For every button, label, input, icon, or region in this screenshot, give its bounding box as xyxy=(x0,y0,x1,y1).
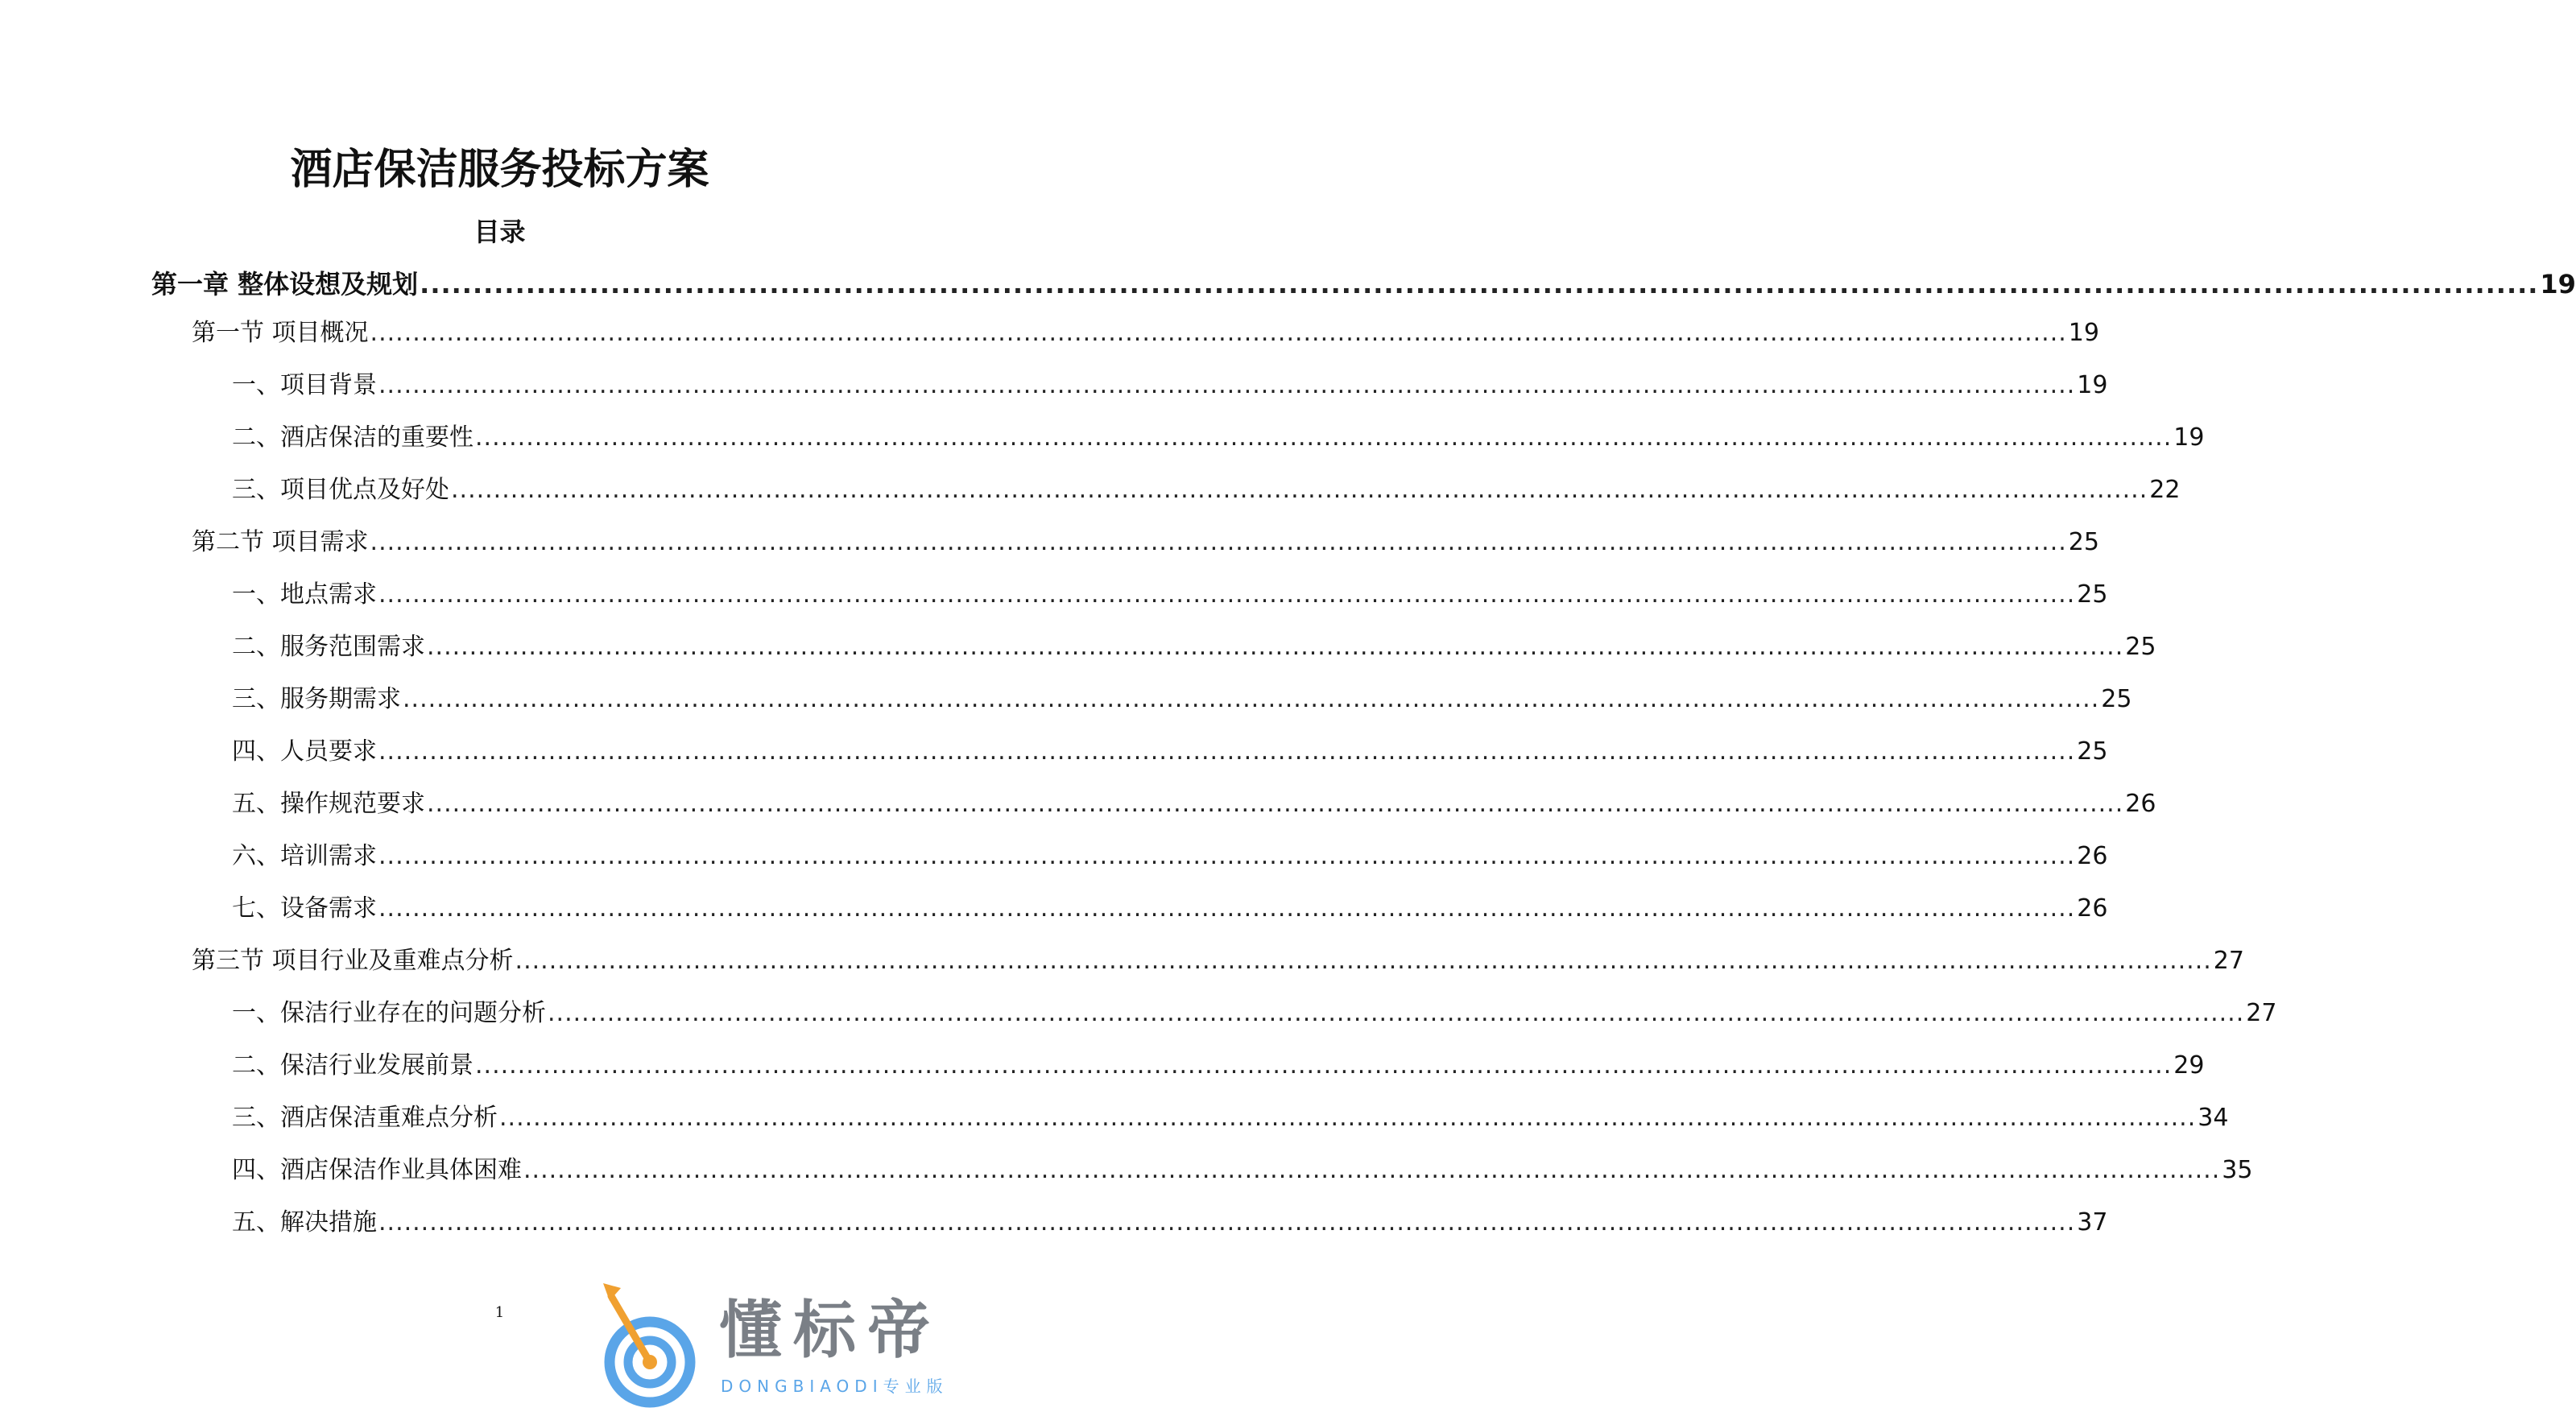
dot-leader: ........................................................................................................................................................................................................ xyxy=(523,1156,2221,1184)
toc-entry-page: 19 xyxy=(2068,319,2099,347)
toc-entry-page: 25 xyxy=(2101,685,2132,713)
toc-entry-label: 五、解决措施 xyxy=(232,1208,377,1237)
dot-leader: ........................................................................................................................................................................................................ xyxy=(403,685,2100,713)
watermark-subtitle: DONGBIAODI专业版 xyxy=(721,1377,949,1396)
toc-entry-label: 四、人员要求 xyxy=(232,737,377,766)
toc-entry-page: 26 xyxy=(2077,842,2108,870)
toc-entry-page: 26 xyxy=(2125,790,2156,818)
toc-entry-page: 34 xyxy=(2198,1104,2229,1132)
toc-heading: 目录 xyxy=(473,217,526,247)
target-logo-icon xyxy=(600,1272,705,1409)
toc-entry-section-3[interactable] xyxy=(192,941,2244,981)
toc-entry-label: 第一章 整体设想及规划 xyxy=(151,269,419,299)
dot-leader: ........................................................................................................................................................................................................ xyxy=(378,371,2076,399)
toc-entry-label: 六、培训需求 xyxy=(232,842,377,870)
dot-leader: ........................................................................................................................................................................................................ xyxy=(451,476,2148,504)
toc-entry-label: 一、地点需求 xyxy=(232,580,377,609)
toc-entry-label: 二、保洁行业发展前景 xyxy=(232,1051,473,1080)
toc-entry-page: 29 xyxy=(2173,1051,2205,1080)
dot-leader: ........................................................................................................................................................................................................ xyxy=(378,737,2076,766)
dot-leader: ........................................................................................................................................................................................................ xyxy=(378,580,2076,609)
toc-entry-item[interactable] xyxy=(232,889,2108,929)
toc-entry-page: 27 xyxy=(2246,999,2277,1027)
toc-entry-item[interactable] xyxy=(232,732,2108,772)
toc-entry-label: 第三节 项目行业及重难点分析 xyxy=(192,947,514,975)
toc-entry-page: 19 xyxy=(2077,371,2108,399)
toc-entry-label: 三、服务期需求 xyxy=(232,685,401,713)
toc-entry-item[interactable] xyxy=(232,365,2108,406)
dot-leader: ........................................................................................................................................................................................................ xyxy=(475,1051,2173,1080)
dot-leader: ........................................................................................................................................................................................................ xyxy=(370,528,2067,556)
toc-entry-page: 25 xyxy=(2077,580,2108,609)
toc-entry-item[interactable] xyxy=(232,575,2108,615)
dot-leader: ........................................................................................................................................................................................................ xyxy=(370,319,2067,347)
watermark xyxy=(600,1272,978,1412)
toc-entry-label: 五、操作规范要求 xyxy=(232,790,425,818)
toc-entry-label: 一、保洁行业存在的问题分析 xyxy=(232,999,546,1027)
page-number: 1 xyxy=(494,1304,505,1321)
toc-entry-item[interactable] xyxy=(232,836,2108,877)
toc-entry-item[interactable] xyxy=(232,627,2156,667)
toc-entry-item[interactable] xyxy=(232,784,2156,824)
toc-entry-chapter-1[interactable] xyxy=(151,264,2576,304)
dot-leader: ........................................................................................................................................................................................................ xyxy=(427,790,2124,818)
toc-entry-section-1[interactable] xyxy=(192,313,2099,353)
toc-entry-page: 27 xyxy=(2213,947,2244,975)
toc-entry-item[interactable] xyxy=(232,1203,2108,1243)
toc-entry-page: 22 xyxy=(2149,476,2181,504)
toc-entry-label: 二、服务范围需求 xyxy=(232,633,425,661)
toc-entry-item[interactable] xyxy=(232,1150,2253,1191)
toc-entry-page: 26 xyxy=(2077,894,2108,923)
dot-leader: ........................................................................................................................................................................................................ xyxy=(499,1104,2197,1132)
toc-entry-label: 四、酒店保洁作业具体困难 xyxy=(232,1156,522,1184)
document-title: 酒店保洁服务投标方案 xyxy=(290,146,709,194)
toc-entry-item[interactable] xyxy=(232,1098,2229,1138)
dot-leader: ........................................................................................................................................................................................................ xyxy=(475,423,2173,452)
toc-entry-item[interactable] xyxy=(232,679,2132,720)
toc-entry-label: 三、项目优点及好处 xyxy=(232,476,449,504)
toc-entry-item[interactable] xyxy=(232,470,2181,510)
toc-entry-label: 第一节 项目概况 xyxy=(192,319,369,347)
toc-entry-label: 三、酒店保洁重难点分析 xyxy=(232,1104,498,1132)
toc-entry-page: 19 xyxy=(2173,423,2205,452)
toc-entry-label: 第二节 项目需求 xyxy=(192,528,369,556)
dot-leader: ........................................................................................................................................................................................................ xyxy=(515,947,2212,975)
toc-entry-page: 25 xyxy=(2125,633,2156,661)
dot-leader: ........................................................................................................................................................................................................ xyxy=(378,842,2076,870)
dot-leader: ........................................................................................................................................................................................................ xyxy=(548,999,2245,1027)
dot-leader: ........................................................................................................................................................................................................ xyxy=(427,633,2124,661)
toc-entry-page: 25 xyxy=(2077,737,2108,766)
toc-entry-item[interactable] xyxy=(232,418,2205,458)
toc-entry-label: 七、设备需求 xyxy=(232,894,377,923)
dot-leader: ........................................................................................................................................................................................................ xyxy=(378,1208,2076,1237)
toc-entry-page: 35 xyxy=(2222,1156,2253,1184)
toc-entry-label: 二、酒店保洁的重要性 xyxy=(232,423,473,452)
toc-entry-page: 37 xyxy=(2077,1208,2108,1237)
toc-entry-item[interactable] xyxy=(232,1046,2205,1086)
toc-entry-item[interactable] xyxy=(232,993,2277,1034)
toc-entry-section-2[interactable] xyxy=(192,522,2099,563)
watermark-brand: 懂标帝 xyxy=(719,1294,942,1367)
toc-entry-label: 一、项目背景 xyxy=(232,371,377,399)
dot-leader: ........................................................................................................................................................................................................ xyxy=(378,894,2076,923)
toc-entry-page: 25 xyxy=(2068,528,2099,556)
dot-leader: ........................................................................................................................................................................................................ xyxy=(420,269,2539,299)
toc-entry-page: 19 xyxy=(2540,269,2576,299)
